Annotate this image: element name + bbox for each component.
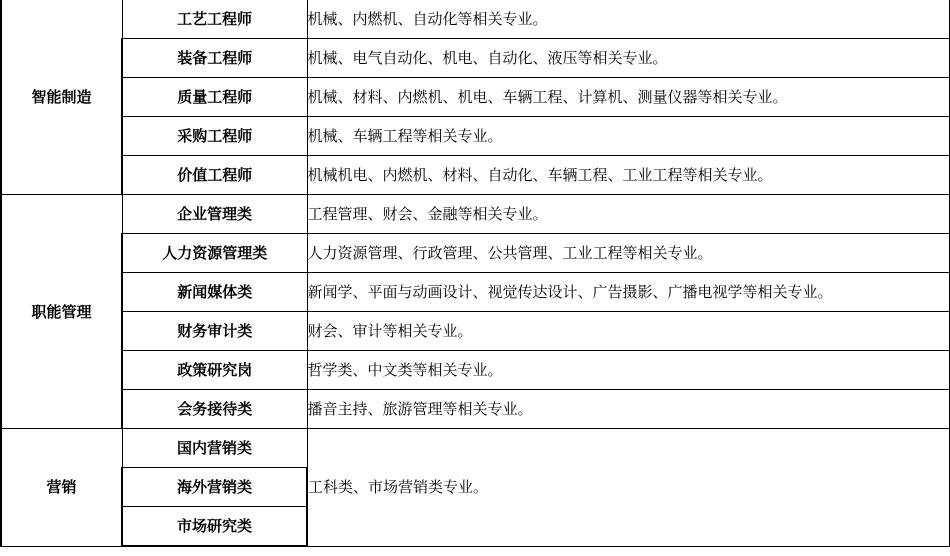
table-row [1, 234, 950, 273]
majors-cell: 机械、材料、内燃机、机电、车辆工程、计算机、测量仪器等相关专业。 [307, 78, 950, 117]
table-row [1, 429, 950, 468]
position-cell: 质量工程师 [122, 78, 307, 117]
majors-cell: 工程管理、财会、金融等相关专业。 [307, 195, 950, 234]
majors-cell: 哲学类、中文类等相关专业。 [307, 351, 950, 390]
position-cell: 海外营销类 [122, 468, 307, 507]
position-cell: 装备工程师 [122, 39, 307, 78]
table-row [1, 39, 950, 78]
table-row [1, 195, 950, 234]
position-cell: 财务审计类 [122, 312, 307, 351]
table-row [1, 312, 950, 351]
category-cell-functional-management: 职能管理 [1, 195, 122, 429]
majors-cell: 机械、电气自动化、机电、自动化、液压等相关专业。 [307, 39, 950, 78]
majors-cell: 机械机电、内燃机、材料、自动化、车辆工程、工业工程等相关专业。 [307, 156, 950, 195]
table-row [1, 117, 950, 156]
table-row [1, 351, 950, 390]
majors-cell: 播音主持、旅游管理等相关专业。 [307, 390, 950, 429]
category-cell-marketing: 营销 [1, 429, 122, 547]
position-cell: 价值工程师 [122, 156, 307, 195]
table-row [1, 0, 950, 39]
table-row [1, 78, 950, 117]
position-cell: 采购工程师 [122, 117, 307, 156]
majors-cell: 人力资源管理、行政管理、公共管理、工业工程等相关专业。 [307, 234, 950, 273]
majors-cell: 新闻学、平面与动画设计、视觉传达设计、广告摄影、广播电视学等相关专业。 [307, 273, 950, 312]
position-cell: 企业管理类 [122, 195, 307, 234]
category-cell-intelligent-manufacturing: 智能制造 [1, 0, 122, 195]
majors-cell-marketing: 工科类、市场营销类专业。 [307, 429, 950, 547]
table-row [1, 273, 950, 312]
position-cell: 政策研究岗 [122, 351, 307, 390]
majors-cell: 机械、内燃机、自动化等相关专业。 [307, 0, 950, 39]
position-cell: 国内营销类 [122, 429, 307, 468]
table-row [1, 156, 950, 195]
position-cell: 会务接待类 [122, 390, 307, 429]
table-row [1, 390, 950, 429]
position-cell: 新闻媒体类 [122, 273, 307, 312]
position-cell: 人力资源管理类 [122, 234, 307, 273]
position-cell: 工艺工程师 [122, 0, 307, 39]
majors-cell: 机械、车辆工程等相关专业。 [307, 117, 950, 156]
position-cell: 市场研究类 [122, 507, 307, 547]
majors-cell: 财会、审计等相关专业。 [307, 312, 950, 351]
